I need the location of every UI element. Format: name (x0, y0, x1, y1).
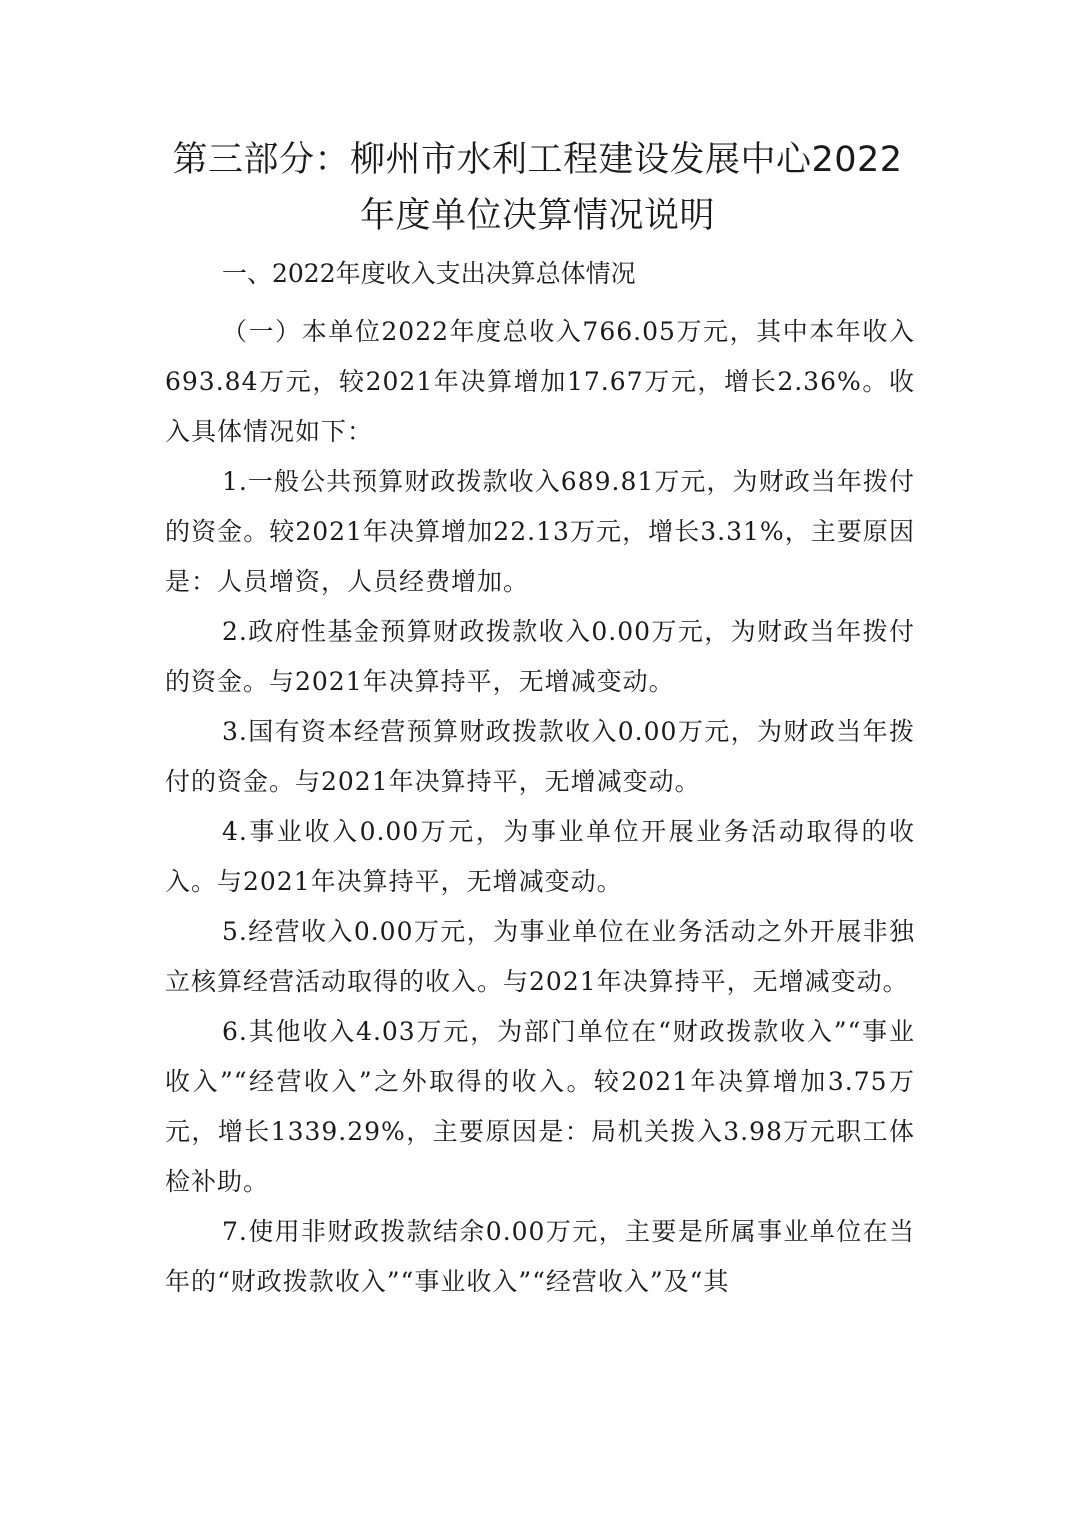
paragraph-item-6: 6.其他收入4.03万元，为部门单位在“财政拨款收入”“事业收入”“经营收入”之外取得的收入。较2021年决算增加3.75万元，增长1339.29%，主要原因是：局机关拨入3.98万元职工体检补助。 (165, 1017, 915, 1196)
paragraph-overview: （一）本单位2022年度总收入766.05万元，其中本年收入693.84万元，较2021年决算增加17.67万元，增长2.36%。收入具体情况如下： (165, 317, 915, 446)
paragraph-item-1: 1.一般公共预算财政拨款收入689.81万元，为财政当年拨付的资金。较2021年决算增加22.13万元，增长3.31%，主要原因是：人员增资，人员经费增加。 (165, 467, 915, 596)
document-title: 第三部分：柳州市水利工程建设发展中心2022年度单位决算情况说明 (172, 140, 903, 236)
paragraph-item-7: 7.使用非财政拨款结余0.00万元，主要是所属事业单位在当年的“财政拨款收入”“事业收入”“经营收入”及“其 (165, 1217, 915, 1296)
document-body (165, 307, 915, 1307)
paragraph-item-4: 4.事业收入0.00万元，为事业单位开展业务活动取得的收入。与2021年决算持平，无增减变动。 (165, 817, 915, 896)
paragraph-item-5: 5.经营收入0.00万元，为事业单位在业务活动之外开展非独立核算经营活动取得的收入。与2021年决算持平，无增减变动。 (165, 917, 915, 996)
section-heading: 一、2022年度收入支出决算总体情况 (222, 259, 636, 288)
paragraph-item-2: 2.政府性基金预算财政拨款收入0.00万元，为财政当年拨付的资金。与2021年决算持平，无增减变动。 (165, 617, 915, 696)
paragraph-item-3: 3.国有资本经营预算财政拨款收入0.00万元，为财政当年拨付的资金。与2021年决算持平，无增减变动。 (165, 717, 915, 796)
